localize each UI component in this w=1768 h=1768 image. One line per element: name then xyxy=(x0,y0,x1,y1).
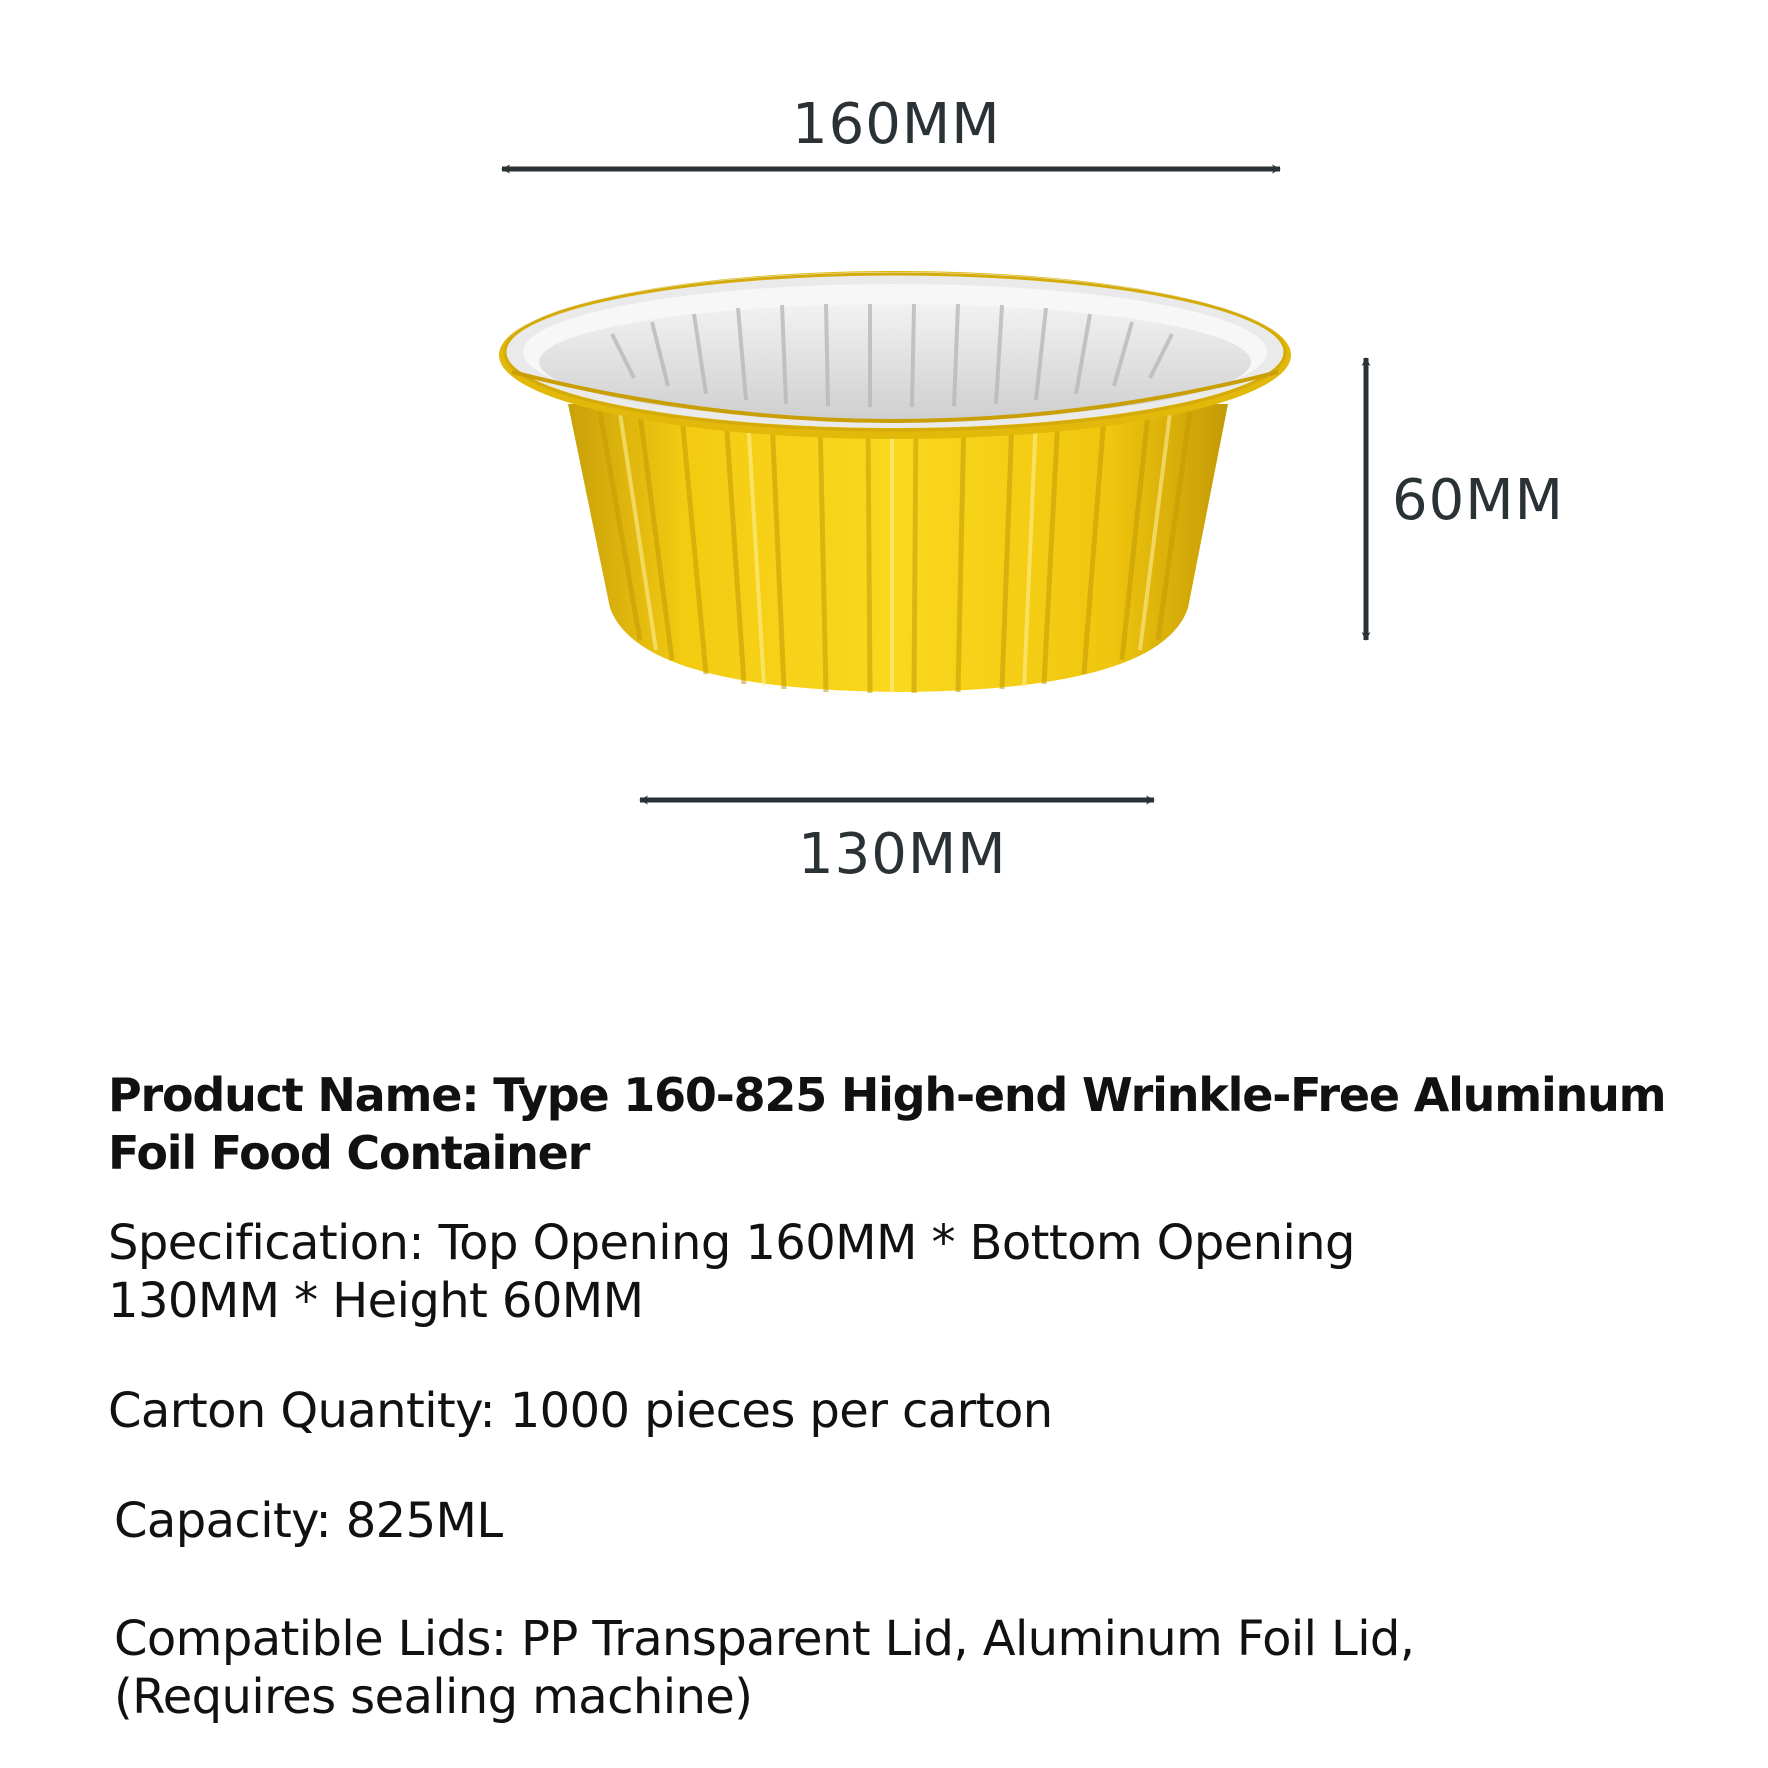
capacity: Capacity: 825ML xyxy=(114,1493,503,1549)
top-width-label: 160MM xyxy=(792,92,1001,157)
foil-container-image xyxy=(499,271,1291,693)
product-name: Product Name: Type 160-825 High-end Wrinkle-Free Aluminum Foil Food Container xyxy=(108,1068,1666,1180)
compatible-lids: Compatible Lids: PP Transparent Lid, Aluminum Foil Lid,(Requires sealing machine) xyxy=(114,1611,1415,1725)
bottom-width-label: 130MM xyxy=(798,822,1007,887)
carton-quantity: Carton Quantity: 1000 pieces per carton xyxy=(108,1383,1053,1439)
height-label: 60MM xyxy=(1392,468,1564,533)
specification: Specification: Top Opening 160MM * Bottom Opening 130MM * Height 60MM xyxy=(108,1215,1355,1329)
